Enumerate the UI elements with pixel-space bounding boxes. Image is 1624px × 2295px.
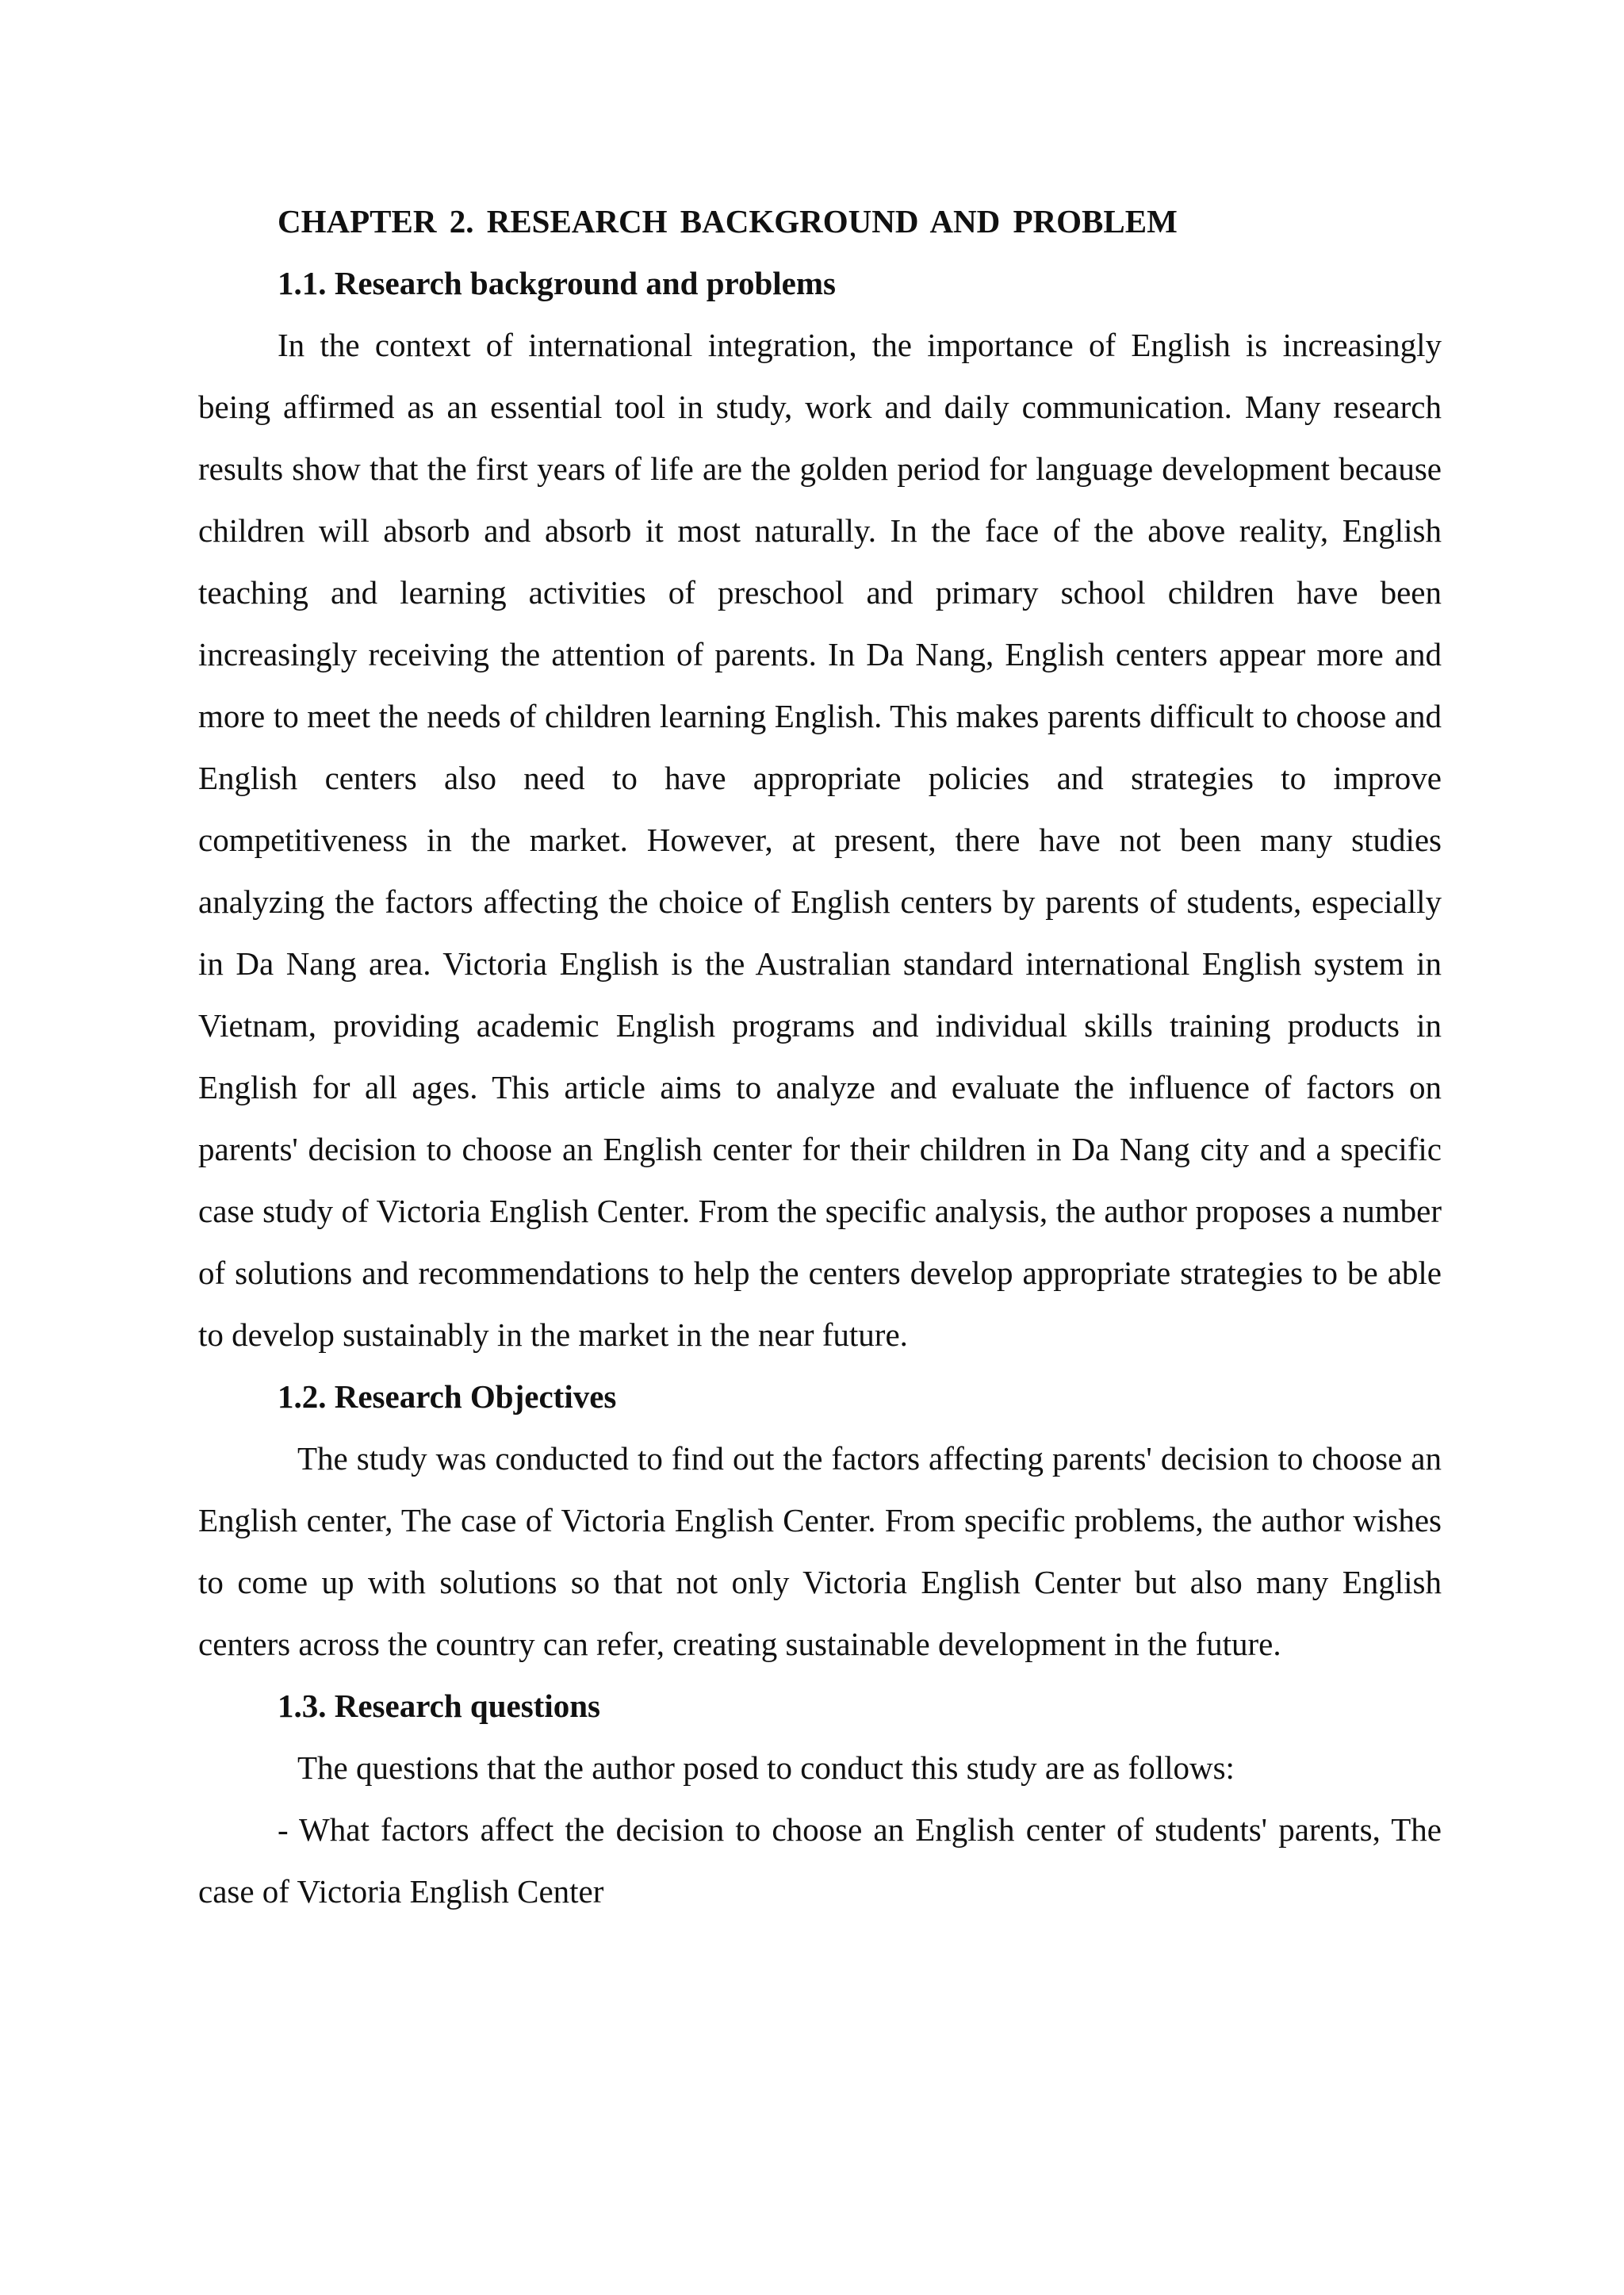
section-heading-1-2: 1.2. Research Objectives xyxy=(278,1378,617,1415)
paragraph-questions-intro: The questions that the author posed to conduct this study are as follows: xyxy=(297,1749,1235,1786)
section-heading-1-1: 1.1. Research background and problems xyxy=(278,265,836,301)
paragraph-objectives: The study was conducted to find out the factors affecting parents' decision to choose an English center, The case of Victoria English Center. From specific problems, the author wishes to come up with solutions so that not only Victoria English Center but also many English centers across the country can refer, creating sustainable development in the future. xyxy=(198,1440,1442,1662)
document-page xyxy=(198,190,1442,1922)
section-heading-1-3: 1.3. Research questions xyxy=(278,1688,600,1724)
paragraph-background: In the context of international integration, the importance of English is increasingly being affirmed as an essential tool in study, work and daily communication. Many research results show that the first years of life are the golden period for language development because children will absorb and absorb it most naturally. In the face of the above reality, English teaching and learning activities of preschool and primary school children have been increasingly receiving the attention of parents. In Da Nang, English centers appear more and more to meet the needs of children learning English. This makes parents difficult to choose and English centers also need to have appropriate policies and strategies to improve competitiveness in the market. However, at present, there have not been many studies analyzing the factors affecting the choice of English centers by parents of students, especially in Da Nang area. Victoria English is the Australian standard international English system in Vietnam, providing academic English programs and individual skills training products in English for all ages. This article aims to analyze and evaluate the influence of factors on parents' decision to choose an English center for their children in Da Nang city and a specific case study of Victoria English Center. From the specific analysis, the author proposes a number of solutions and recommendations to help the centers develop appropriate strategies to be able to develop sustainably in the market in the near future. xyxy=(198,327,1442,1353)
paragraph-question-item: - What factors affect the decision to choose an English center of students' parents, The case of Victoria English Center xyxy=(198,1811,1442,1910)
chapter-title: CHAPTER 2. RESEARCH BACKGROUND AND PROBLEM xyxy=(278,203,1178,239)
